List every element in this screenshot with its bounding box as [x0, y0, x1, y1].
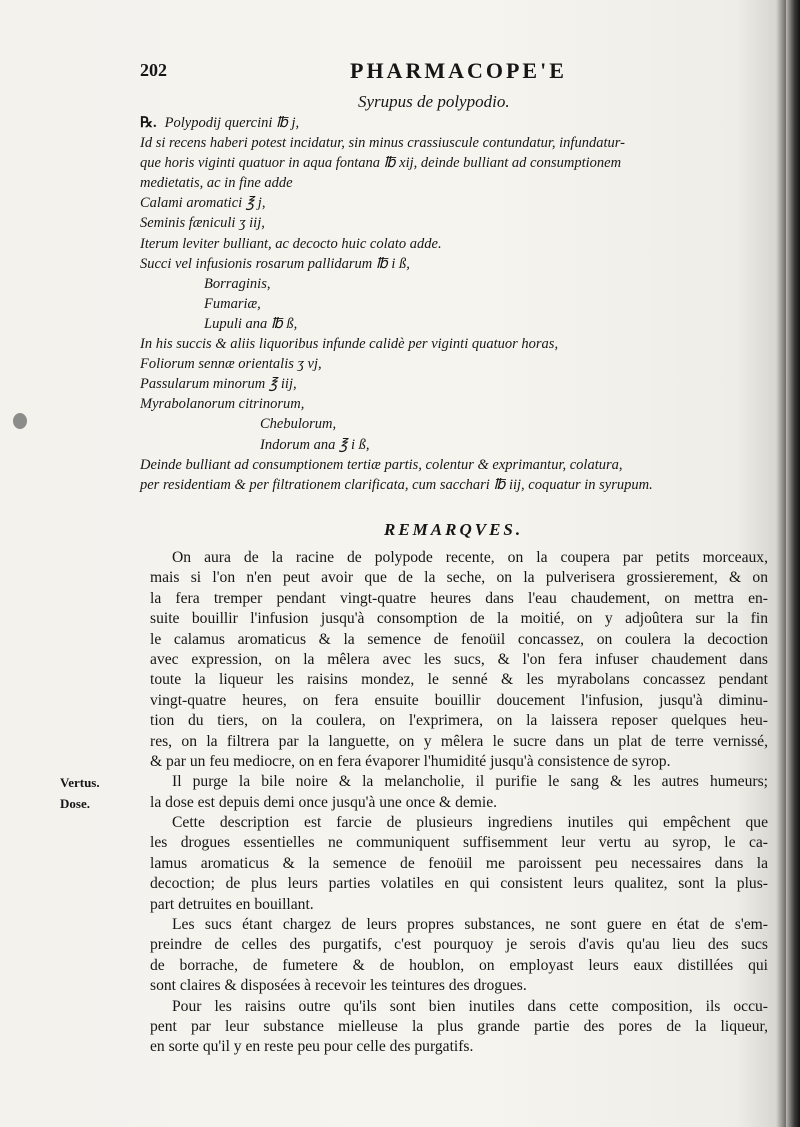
formula-line	[140, 213, 780, 233]
body-line: part detruites en bouillant.	[150, 895, 314, 913]
formula-line-text: Id si recens haberi potest incidatur, sin minus crassiuscule contundatur, infundatur-	[140, 135, 625, 152]
body-line: Les sucs étant chargez de leurs propres substances, ne sont guere en état de s'em-	[172, 916, 768, 934]
ink-stain	[13, 413, 27, 429]
formula-line	[140, 153, 780, 173]
body-line: sont claires & disposées à recevoir les teintures des drogues.	[150, 977, 527, 995]
formula-line-text: medietatis, ac in fine adde	[140, 175, 293, 192]
formula-line-text: Lupuli ana ℔ ß,	[204, 315, 298, 332]
body-line: res, on la filtrera par la languette, on y mêlera le sucre dans un plat de terre vernissé,	[150, 732, 768, 750]
formula-line	[140, 435, 780, 455]
formula-line-text: Succi vel infusionis rosarum pallidarum ℔ i ß,	[140, 255, 410, 272]
margin-note-vertus: Vertus.	[60, 775, 100, 791]
formula-line-text: Fumariæ,	[204, 295, 261, 312]
body-line: la dose est depuis demi once jusqu'à une once & demie.	[150, 793, 498, 811]
body-line: en sorte qu'il y en reste peu pour celle des purgatifs.	[150, 1038, 474, 1056]
formula-line-text: Myrabolanorum citrinorum,	[140, 396, 305, 413]
remarques-body	[150, 548, 768, 1058]
margin-note-dose: Dose.	[60, 795, 90, 811]
body-line: les drogues essentielles ne communiquent suffisemment leur vertu au syrop, le ca-	[150, 834, 768, 852]
running-head: PHARMACOPE'E	[350, 58, 567, 83]
body-line: la fera tremper pendant vingt-quatre heures dans l'eau chaudement, on mettra en-	[150, 589, 768, 607]
body-line: & par un feu mediocre, on en fera évaporer l'humidité jusqu'à consistence de syrop.	[150, 752, 671, 770]
formula-line	[140, 173, 780, 193]
formula-line	[140, 394, 780, 414]
formula-line	[140, 234, 780, 254]
formula-line	[140, 254, 780, 274]
body-line: mais si l'on n'en peut avoir que de la seche, on la pulverisera grossierement, & on	[150, 569, 768, 587]
formula-line-text: Iterum leviter bulliant, ac decocto huic colato adde.	[140, 235, 442, 252]
formula-line-text: que horis viginti quatuor in aqua fontana ℔ xij, deinde bulliant ad consumptionem	[140, 155, 622, 172]
formula-line-text: Chebulorum,	[260, 416, 337, 433]
formula-line-text: Borraginis,	[204, 275, 271, 292]
formula-line	[140, 334, 780, 354]
page-header	[140, 60, 760, 84]
formula-line-text: Calami aromatici ℥ j,	[140, 195, 266, 212]
formula-line-text: Indorum ana ℥ i ß,	[260, 436, 370, 453]
body-line: Il purge la bile noire & la melancholie, il purifie le sang & les autres humeurs;	[172, 773, 768, 791]
body-line: Pour les raisins outre qu'ils sont bien inutiles dans cette composition, ils occu-	[172, 997, 768, 1015]
formula-line	[140, 294, 780, 314]
formula-line	[140, 113, 780, 133]
body-line: lamus aromaticus & la semence de fenoüil me paroissent peu necessaires dans la	[150, 854, 768, 872]
body-line: de borrache, de fumetere & de houblon, on employast leurs eaux distillées qui	[150, 956, 768, 974]
formula-line-text: Deinde bulliant ad consumptionem tertiæ partis, colentur & exprimantur, colatura,	[140, 456, 623, 473]
page-edge-shadow	[786, 0, 800, 1127]
body-line: tion du tiers, on la coulera, on l'exprimera, on la laissera reposer quelques heu-	[150, 712, 768, 730]
remarques-title: REMARQVES.	[384, 520, 524, 539]
recipe-title: Syrupus de polypodio.	[358, 92, 510, 111]
body-line: decoction; de plus leurs parties volatiles en qui consistent leurs qualitez, sont la plus-	[150, 875, 768, 893]
formula-line	[140, 414, 780, 434]
formula-line	[140, 314, 780, 334]
body-line: pent par leur substance mielleuse la plus grande partie des pores de la liqueur,	[150, 1017, 768, 1035]
body-line: le calamus aromaticus & la semence de fenoüil concassez, on coulera la decoction	[150, 630, 768, 648]
formula-block	[140, 113, 780, 495]
formula-line-text: Foliorum sennæ orientalis ʒ vj,	[140, 356, 322, 373]
body-line: avec expression, on la mêlera avec les sucs, & l'on fera infuser chaudement dans	[150, 650, 768, 668]
body-line: preindre de celles des purgatifs, c'est pourquoy je serois d'avis qu'au lieu des sucs	[150, 936, 768, 954]
formula-line-text: In his succis & aliis liquoribus infunde calidè per viginti quatuor horas,	[140, 336, 559, 353]
body-line: suite bouillir l'infusion jusqu'à consomption de la moitié, on y adjoûtera sur la fin	[150, 610, 768, 628]
formula-line-text: per residentiam & per filtrationem clarificata, cum sacchari ℔ iij, coquatur in syrupum.	[140, 476, 653, 493]
page-number: 202	[140, 60, 167, 80]
formula-line	[140, 374, 780, 394]
formula-line	[140, 193, 780, 213]
recipe-rx-symbol: ℞.	[140, 115, 157, 131]
formula-line-text: Passularum minorum ℥ iij,	[140, 376, 297, 393]
body-line: vingt-quatre heures, on fera ensuite bouillir doucement l'infusion, jusqu'à diminu-	[150, 691, 768, 709]
formula-line	[140, 133, 780, 153]
body-line: Cette description est farcie de plusieurs ingrediens inutiles qui empêchent que	[172, 814, 768, 832]
formula-line-text: Seminis fæniculi ʒ iij,	[140, 215, 265, 232]
formula-line	[140, 455, 780, 475]
formula-line	[140, 475, 780, 495]
body-line: On aura de la racine de polypode recente, on la coupera par petits morceaux,	[172, 549, 768, 566]
body-line: toute la liqueur les raisins mondez, le senné & les myrabolans concassez pendant	[150, 671, 768, 689]
formula-line	[140, 274, 780, 294]
formula-line-text: Polypodij quercini ℔ j,	[164, 115, 300, 131]
formula-line	[140, 354, 780, 374]
